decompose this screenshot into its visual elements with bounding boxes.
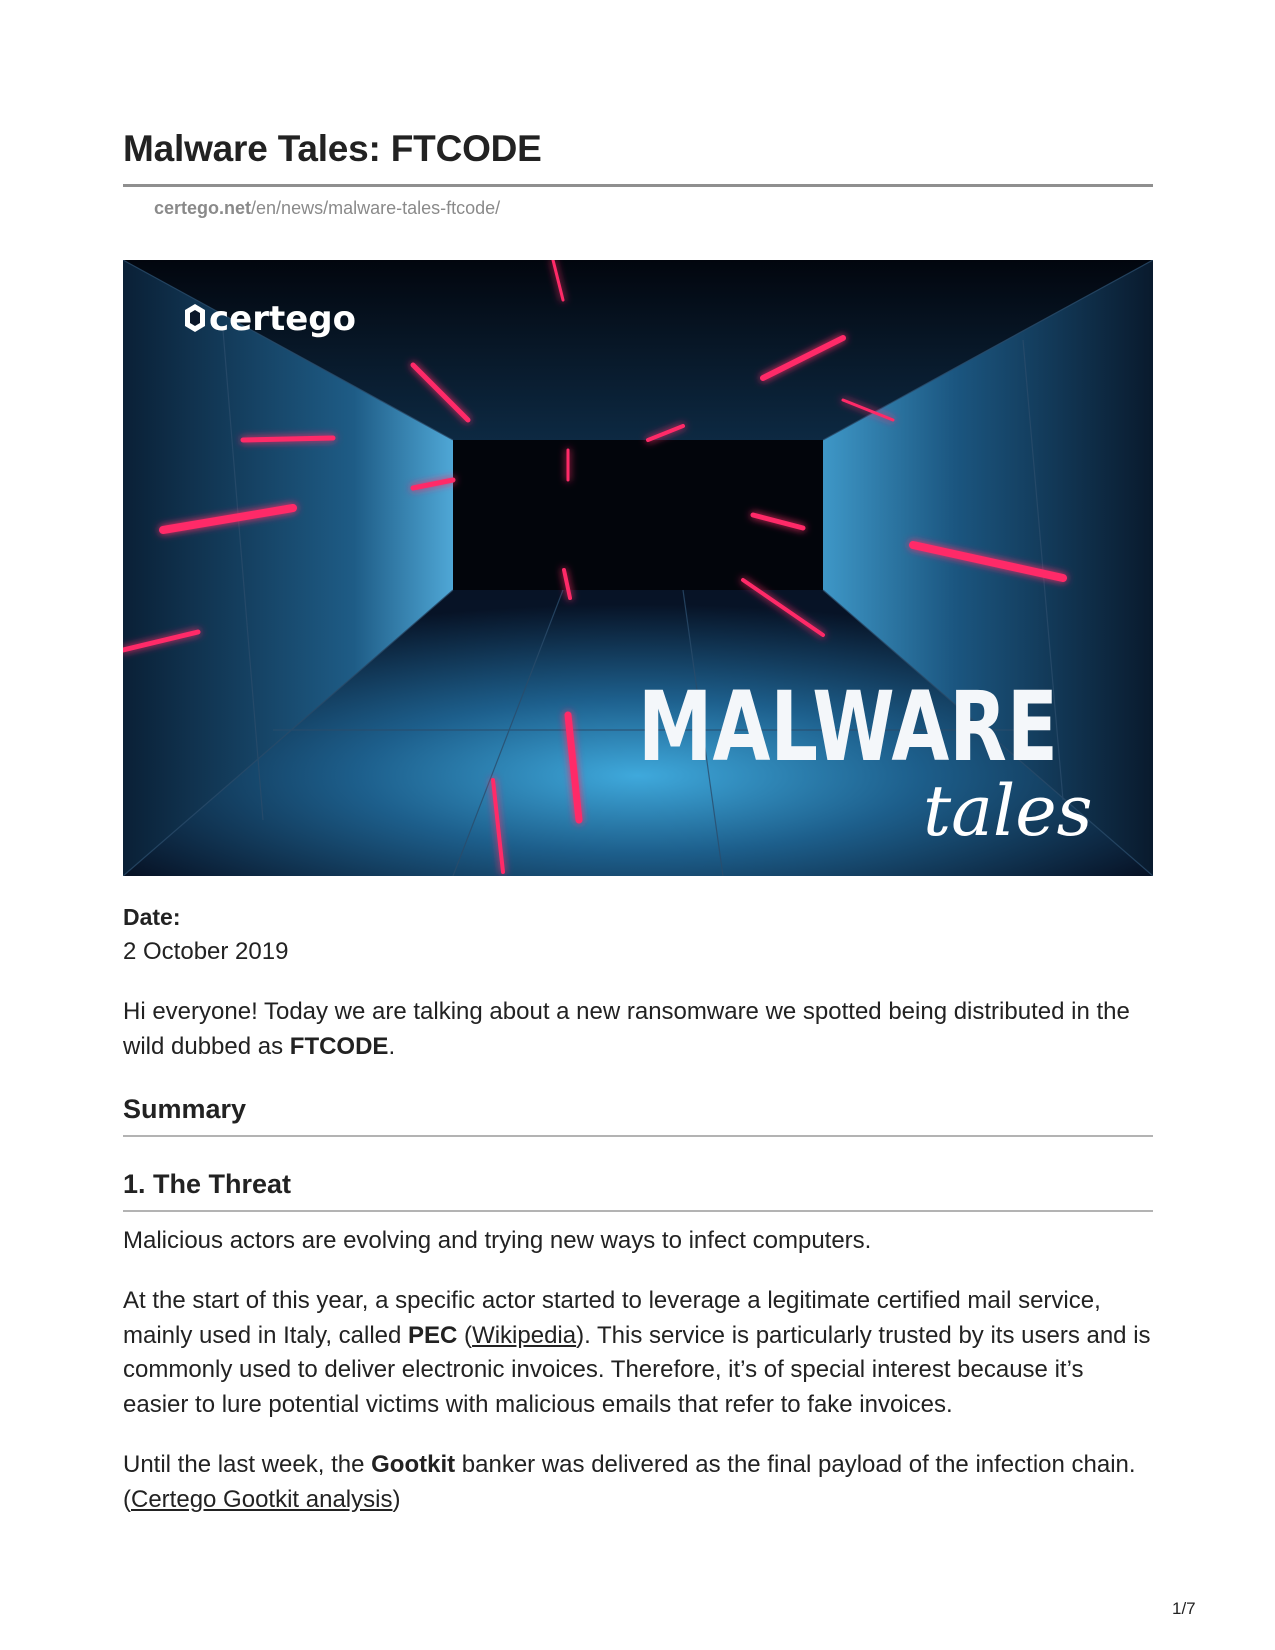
p2-bold: PEC <box>408 1321 458 1349</box>
page-title: Malware Tales: FTCODE <box>123 128 542 169</box>
title-divider <box>123 184 1153 187</box>
p2-text: At the start of this year, a specific actor started to leverage a legitimate certified mail service, mainly used in Italy, called <box>123 1287 1101 1349</box>
date-label: Date: <box>123 904 181 930</box>
p3-text-mid: banker was delivered as the final payload of the infection chain. ( <box>123 1451 1136 1513</box>
summary-divider <box>123 1135 1153 1137</box>
logo-text: certego <box>209 299 356 339</box>
paragraph-2 <box>123 1284 1153 1422</box>
p3-bold: Gootkit <box>371 1451 456 1478</box>
source-url-path: /en/news/malware-tales-ftcode/ <box>251 198 501 218</box>
hero-headline: MALWARE <box>638 671 1058 783</box>
paragraph-1: Malicious actors are evolving and trying new ways to infect computers. <box>123 1227 872 1254</box>
source-url-link[interactable] <box>154 198 500 219</box>
hero-illustration <box>123 260 1153 876</box>
intro-bold: FTCODE <box>289 1032 389 1060</box>
source-url-domain: certego.net <box>154 198 252 218</box>
wikipedia-link[interactable]: Wikipedia <box>472 1321 577 1349</box>
threat-divider <box>123 1210 1153 1212</box>
gootkit-analysis-link[interactable]: Certego Gootkit analysis <box>131 1485 393 1513</box>
p2-paren: ( <box>457 1321 473 1349</box>
intro-text: Hi everyone! Today we are talking about a new ransomware we spotted being distributed in the wild dubbed as <box>123 998 1130 1060</box>
p2-text-end: ). This service is particularly trusted by its users and is commonly used to deliver electronic invoices. Therefore, it’s of special interest because it’s easier to lure potential victims with malicious emails that refer to fake invoices. <box>123 1321 1151 1418</box>
p3-text: Until the last week, the <box>123 1451 372 1478</box>
date-value: 2 October 2019 <box>123 938 289 965</box>
paragraph-3 <box>123 1448 1153 1517</box>
certego-logo <box>185 299 356 339</box>
intro-end: . <box>388 1032 396 1060</box>
intro-paragraph <box>123 995 1153 1064</box>
section-heading-threat: 1. The Threat <box>123 1169 292 1199</box>
summary-heading: Summary <box>123 1094 247 1124</box>
hero-script: tales <box>923 770 1093 852</box>
page-number: 1/7 <box>1172 1599 1196 1618</box>
hero-image <box>123 260 1153 876</box>
p3-text-end: ) <box>392 1485 401 1513</box>
